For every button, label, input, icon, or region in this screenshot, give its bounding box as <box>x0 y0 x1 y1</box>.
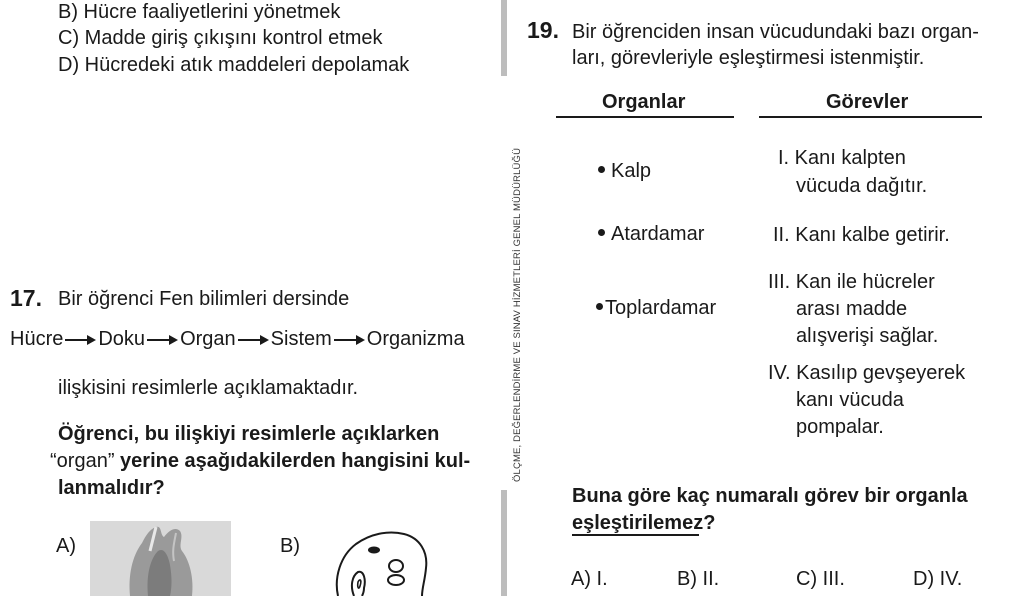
bullet-icon <box>598 166 605 173</box>
column-header-organs: Organlar <box>602 91 686 113</box>
flow-step-system: Sistem <box>270 328 332 350</box>
arrow-right-icon <box>238 335 269 345</box>
question-17-bold-1: Öğrenci, bu ilişkiyi resimlerle açıklarken <box>58 423 440 445</box>
question-17-number: 17. <box>10 285 42 311</box>
answer-d[interactable]: D) IV. <box>913 568 963 590</box>
duty-2: II. Kanı kalbe getirir. <box>773 224 950 246</box>
answer-c[interactable]: C) III. <box>796 568 845 590</box>
prompt-underline <box>572 534 699 536</box>
answer-a[interactable]: A) I. <box>571 568 608 590</box>
bullet-icon <box>598 229 605 236</box>
question-19-stem-1: Bir öğrenciden insan vücudundaki bazı organ- <box>572 21 979 43</box>
question-17-line-2 <box>50 449 470 473</box>
flow-step-organism: Organizma <box>366 328 465 350</box>
arrow-right-icon <box>334 335 365 345</box>
hierarchy-flow <box>10 328 465 351</box>
question-17-after: ilişkisini resimlerle açıklamaktadır. <box>58 377 359 399</box>
question-17-bold-3: lanmalıdır? <box>58 477 165 499</box>
duty-4-line-2: kanı vücuda <box>796 389 904 411</box>
question-19-prompt-2: eşleştirilemez? <box>572 512 716 534</box>
arrow-right-icon <box>65 335 96 345</box>
divider-top <box>501 0 507 76</box>
duty-4-line-1: IV. Kasılıp gevşeyerek <box>768 362 966 384</box>
organs-underline <box>556 116 734 118</box>
duty-3-line-2: arası madde <box>796 298 908 320</box>
heart-photo[interactable] <box>90 521 231 596</box>
divider-vertical-text: ÖLÇME, DEĞERLENDİRME VE SINAV HİZMETLERİ GENEL MÜDÜRLÜĞÜ <box>512 147 523 482</box>
organ-toplardamar: Toplardamar <box>596 296 716 320</box>
duty-3-line-3: alışverişi sağlar. <box>796 325 939 347</box>
option-b-prev: B) Hücre faaliyetlerini yönetmek <box>58 1 341 23</box>
question-19-number: 19. <box>527 17 559 43</box>
option-a-label[interactable]: A) <box>56 535 76 557</box>
duty-1-line-2: vücuda dağıtır. <box>796 175 928 197</box>
option-b-label[interactable]: B) <box>280 535 300 557</box>
duty-3-line-1: III. Kan ile hücreler <box>768 271 935 293</box>
arrow-right-icon <box>147 335 178 345</box>
question-19-stem-2: ları, görevleriyle eşleştirmesi istenmiştir. <box>572 47 925 69</box>
bullet-icon <box>596 303 603 310</box>
organ-atardamar: Atardamar <box>598 222 704 246</box>
flow-step-cell: Hücre <box>10 328 64 350</box>
duties-underline <box>759 116 982 118</box>
flow-step-organ: Organ <box>180 328 236 350</box>
cell-drawing[interactable] <box>330 526 440 596</box>
question-17-intro: Bir öğrenci Fen bilimleri dersinde <box>58 288 350 310</box>
question-17-bold-2: yerine aşağıdakilerden hangisini kul- <box>120 450 471 472</box>
option-d-prev: D) Hücredeki atık maddeleri depolamak <box>58 54 410 76</box>
duty-1-line-1: I. Kanı kalpten <box>778 147 906 169</box>
answer-b[interactable]: B) II. <box>677 568 720 590</box>
flow-step-tissue: Doku <box>98 328 146 350</box>
question-19-prompt-1: Buna göre kaç numaralı görev bir organla <box>572 485 968 507</box>
divider-bottom <box>501 490 507 596</box>
column-header-duties: Görevler <box>826 91 909 113</box>
duty-4-line-3: pompalar. <box>796 416 884 438</box>
organ-kalp: Kalp <box>598 159 651 183</box>
organ-quoted: “organ” <box>50 450 115 472</box>
option-c-prev: C) Madde giriş çıkışını kontrol etmek <box>58 27 383 49</box>
